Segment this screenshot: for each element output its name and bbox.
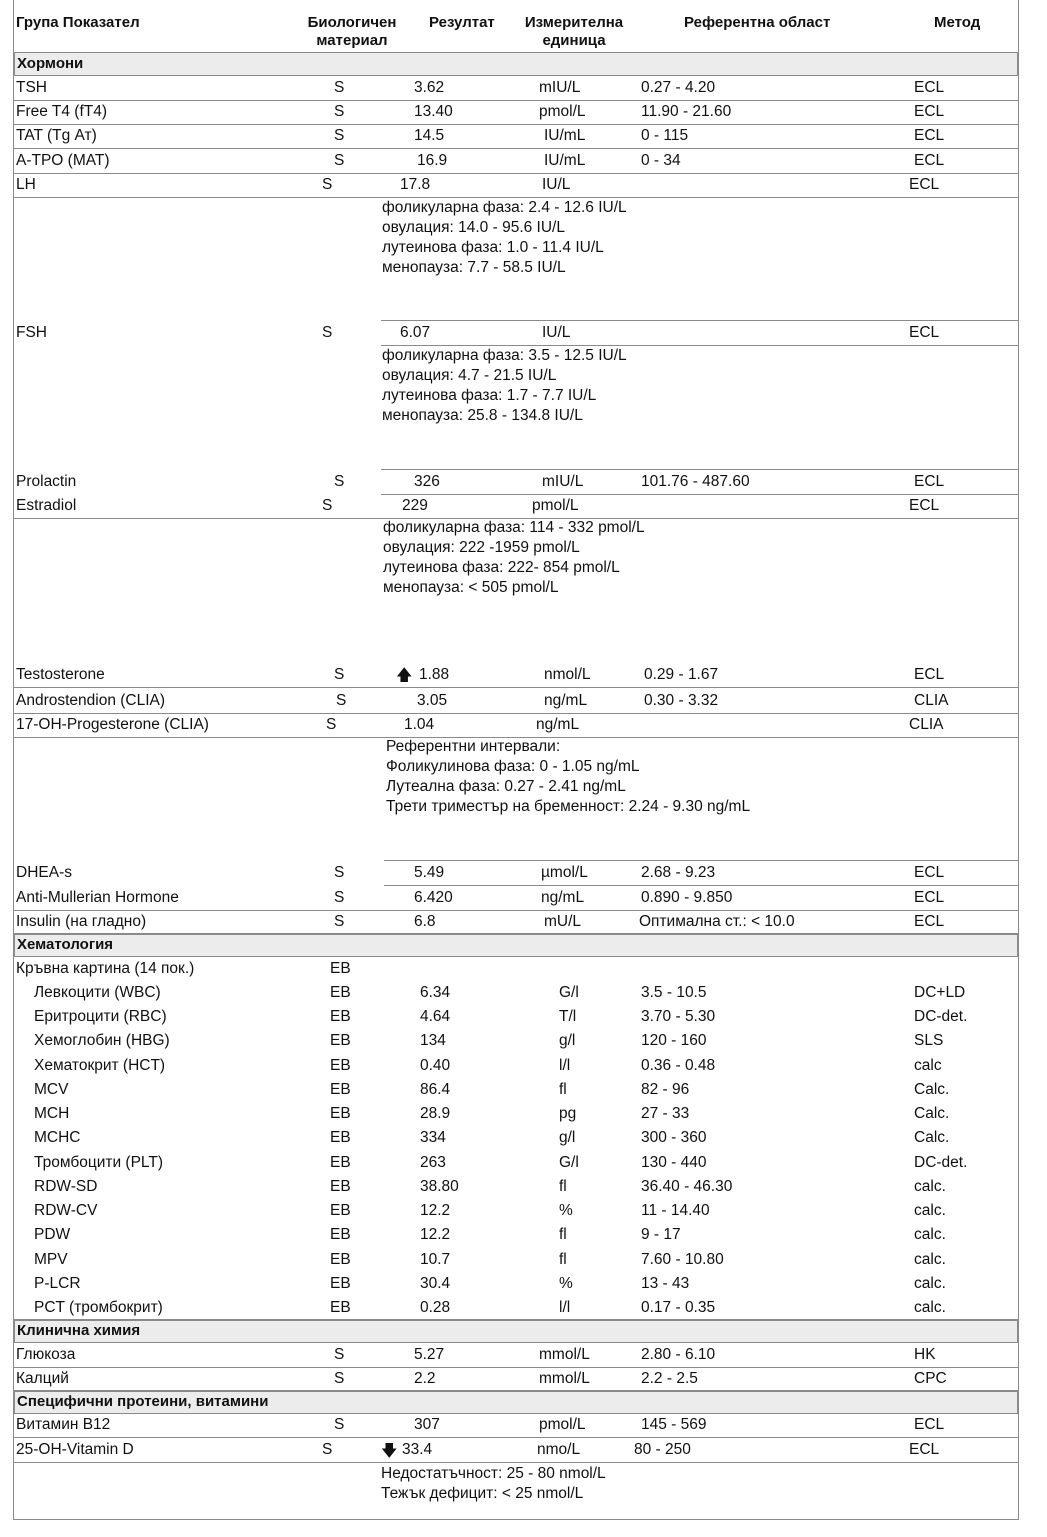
table-row-rbc (14, 1005, 1018, 1029)
cell-ref: 82 - 96 (641, 1081, 690, 1098)
cell-name: Еритроцити (RBC) (34, 1008, 167, 1025)
row-divider (14, 687, 1018, 688)
cell-result: 326 (414, 473, 440, 490)
cell-method: calc. (914, 1299, 946, 1316)
cell-material: S (326, 716, 337, 733)
note-lh: фоликуларна фаза: 2.4 - 12.6 IU/L овулация: 14.0 - 95.6 IU/L лутеинова фаза: 1.0 - 11.4 IU/L менопауза: 7.7 - 58.5 IU/L (382, 199, 627, 276)
cell-result: 0.28 (420, 1299, 451, 1316)
row-divider (14, 1519, 1018, 1520)
row-divider (14, 1391, 1018, 1392)
cell-unit: g/l (559, 1129, 576, 1146)
cell-method: DC-det. (914, 1008, 968, 1025)
cell-material: EB (330, 1057, 351, 1074)
cell-method: calc. (914, 1226, 946, 1243)
cell-method: ECL (909, 497, 940, 514)
cell-unit: nmol/L (544, 666, 591, 683)
cell-ref: 7.60 - 10.80 (641, 1251, 724, 1268)
cell-method: Calc. (914, 1081, 950, 1098)
cell-ref: 2.68 - 9.23 (641, 864, 716, 881)
cell-name: MCV (34, 1081, 69, 1098)
cell-material: EB (330, 1129, 351, 1146)
cell-material: S (334, 1370, 345, 1387)
cell-ref: Оптимална ст.: < 10.0 (639, 913, 795, 930)
cell-ref: 2.2 - 2.5 (641, 1370, 698, 1387)
cell-name: A-TPO (MAT) (16, 152, 110, 169)
cell-result: 30.4 (420, 1275, 451, 1292)
cell-result: 12.2 (420, 1202, 451, 1219)
cell-name: Хематокрит (HCT) (34, 1057, 166, 1074)
cell-method: ECL (909, 1441, 940, 1458)
cell-method: HK (914, 1346, 936, 1363)
cell-ref: 27 - 33 (641, 1105, 690, 1122)
cell-result: 28.9 (420, 1105, 451, 1122)
cell-unit: IU/L (542, 324, 571, 341)
cell-result: 12.2 (420, 1226, 451, 1243)
cell-material: EB (330, 1202, 351, 1219)
cell-name: 25-OH-Vitamin D (16, 1441, 134, 1458)
cell-name: Левкоцити (WBC) (34, 984, 161, 1001)
table-row-ft4 (14, 100, 1018, 124)
cell-method: ECL (909, 176, 940, 193)
cell-name: Estradiol (16, 497, 77, 514)
cell-unit: ng/mL (536, 716, 580, 733)
cell-method: ECL (914, 889, 945, 906)
cell-method: ECL (914, 79, 945, 96)
row-divider (381, 469, 1018, 470)
table-row-ohprog (14, 713, 1018, 737)
cell-unit: fl (559, 1178, 567, 1195)
table-row-insulin (14, 910, 1018, 934)
cell-method: SLS (914, 1032, 944, 1049)
cell-unit: ng/mL (544, 692, 588, 709)
table-row-estradiol (14, 494, 1018, 518)
cell-material: EB (330, 960, 351, 977)
cell-material: S (334, 666, 345, 683)
cell-material: S (334, 152, 345, 169)
cell-result: 6.34 (420, 984, 451, 1001)
cell-name: RDW-CV (34, 1202, 98, 1219)
cell-ref: 0 - 34 (641, 152, 681, 169)
table-row-dheas (14, 861, 1018, 885)
table-row-mcv (14, 1078, 1018, 1102)
header-reference: Референтна област (684, 14, 831, 31)
table-row-hct (14, 1054, 1018, 1078)
cell-name: LH (16, 176, 36, 193)
cell-name: Кръвна картина (14 пок.) (16, 960, 195, 977)
table-row-vitd (14, 1438, 1018, 1462)
table-row-prolactin (14, 470, 1018, 494)
cell-result: 0.40 (420, 1057, 451, 1074)
cell-material: S (334, 127, 345, 144)
table-row-mchc (14, 1126, 1018, 1150)
section-hematology: Хематология (14, 933, 1018, 957)
cell-ref: 36.40 - 46.30 (641, 1178, 733, 1195)
table-row-androstendion (14, 689, 1018, 713)
cell-result: 1.88 (419, 666, 450, 683)
header-unit: Измерителна единица (524, 14, 624, 49)
cell-name: PDW (34, 1226, 71, 1243)
cell-method: ECL (909, 324, 940, 341)
table-row-cbc (14, 957, 1018, 981)
cell-material: EB (330, 1226, 351, 1243)
cell-method: calc. (914, 1178, 946, 1195)
cell-method: ECL (914, 152, 945, 169)
table-header (14, 0, 1018, 53)
cell-ref: 3.5 - 10.5 (641, 984, 707, 1001)
cell-method: Calc. (914, 1105, 950, 1122)
cell-material: S (322, 324, 333, 341)
cell-ref: 11.90 - 21.60 (641, 103, 732, 120)
cell-unit: pg (559, 1105, 577, 1122)
cell-result: 6.8 (414, 913, 436, 930)
cell-ref: 120 - 160 (641, 1032, 707, 1049)
cell-material: S (334, 103, 345, 120)
cell-material: EB (330, 1251, 351, 1268)
cell-material: S (334, 1416, 345, 1433)
cell-unit: fl (559, 1251, 567, 1268)
cell-result: 307 (414, 1416, 440, 1433)
cell-result: 4.64 (420, 1008, 451, 1025)
cell-material: EB (330, 1032, 351, 1049)
cell-method: ECL (914, 1416, 945, 1433)
cell-method: calc. (914, 1275, 946, 1292)
row-divider (384, 860, 1018, 861)
table-row-plcr (14, 1272, 1018, 1296)
cell-material: EB (330, 1275, 351, 1292)
cell-name: MCH (34, 1105, 70, 1122)
cell-result: 2.2 (414, 1370, 436, 1387)
cell-material: EB (330, 1178, 351, 1195)
table-row-rdwsd (14, 1175, 1018, 1199)
cell-method: CLIA (914, 692, 949, 709)
cell-result: 38.80 (420, 1178, 459, 1195)
cell-ref: 11 - 14.40 (641, 1202, 710, 1219)
cell-unit: g/l (559, 1032, 576, 1049)
table-row-plt (14, 1151, 1018, 1175)
note-fsh: фоликуларна фаза: 3.5 - 12.5 IU/L овулация: 4.7 - 21.5 IU/L лутеинова фаза: 1.7 - 7.7 IU/L менопауза: 25.8 - 134.8 IU/L (382, 347, 627, 424)
cell-material: S (334, 913, 345, 930)
cell-material: S (334, 79, 345, 96)
cell-name: Тромбоцити (PLT) (34, 1154, 164, 1171)
row-divider (14, 1462, 1018, 1463)
cell-unit: µmol/L (541, 864, 588, 881)
row-divider (14, 934, 1018, 935)
table-row-mch (14, 1102, 1018, 1126)
cell-name: 17-OH-Progesterone (CLIA) (16, 716, 209, 733)
arrow-up-icon: 🡅 (396, 667, 413, 684)
cell-name: Free T4 (fT4) (16, 103, 108, 120)
row-divider (381, 320, 1018, 321)
cell-result: 33.4 (402, 1441, 433, 1458)
cell-result: 3.62 (414, 79, 445, 96)
cell-method: calc. (914, 1251, 946, 1268)
cell-name: RDW-SD (34, 1178, 98, 1195)
table-row-fsh (14, 321, 1018, 345)
section-hormones: Хормони (14, 52, 1018, 76)
cell-unit: mU/L (544, 913, 582, 930)
cell-result: 16.9 (417, 152, 448, 169)
cell-method: DC+LD (914, 984, 966, 1001)
cell-unit: T/l (559, 1008, 577, 1025)
cell-unit: % (559, 1202, 573, 1219)
cell-material: EB (330, 984, 351, 1001)
cell-unit: pmol/L (532, 497, 579, 514)
cell-name: TSH (16, 79, 47, 96)
cell-ref: 101.76 - 487.60 (641, 473, 750, 490)
cell-ref: 13 - 43 (641, 1275, 690, 1292)
cell-name: DHEA-s (16, 864, 72, 881)
table-row-wbc (14, 981, 1018, 1005)
cell-material: S (334, 889, 345, 906)
arrow-down-icon: 🡇 (381, 1443, 398, 1460)
note-ohprog: Референтни интервали: Фоликулинова фаза: 0 - 1.05 ng/mL Лутеална фаза: 0.27 - 2.41 ng/mL Трети триместър на бременност: 2.24 - 9.30 ng/mL (386, 738, 751, 815)
cell-material: EB (330, 1154, 351, 1171)
cell-result: 10.7 (420, 1251, 451, 1268)
cell-name: MCHC (34, 1129, 81, 1146)
cell-material: S (334, 864, 345, 881)
cell-material: S (322, 176, 333, 193)
cell-unit: G/l (559, 1154, 579, 1171)
cell-name: Витамин B12 (16, 1416, 111, 1433)
cell-method: ECL (914, 666, 945, 683)
cell-material: EB (330, 1105, 351, 1122)
cell-ref: 3.70 - 5.30 (641, 1008, 716, 1025)
cell-name: Insulin (на гладно) (16, 913, 147, 930)
table-row-b12 (14, 1413, 1018, 1437)
cell-result: 17.8 (400, 176, 431, 193)
cell-result: 5.49 (414, 864, 445, 881)
table-row-rdwcv (14, 1199, 1018, 1223)
cell-ref: 80 - 250 (634, 1441, 691, 1458)
cell-name: Prolactin (16, 473, 77, 490)
header-result: Резултат (429, 14, 495, 31)
cell-unit: pmol/L (539, 103, 586, 120)
cell-ref: 300 - 360 (641, 1129, 707, 1146)
cell-name: MPV (34, 1251, 68, 1268)
lab-report-table (13, 0, 1019, 1520)
cell-unit: nmo/L (537, 1441, 581, 1458)
table-row-pdw (14, 1223, 1018, 1247)
table-row-calcium (14, 1367, 1018, 1391)
cell-unit: IU/mL (544, 127, 586, 144)
cell-ref: 0.17 - 0.35 (641, 1299, 716, 1316)
cell-method: DC-det. (914, 1154, 968, 1171)
header-material: Биологичен материал (307, 14, 397, 49)
cell-unit: fl (559, 1081, 567, 1098)
cell-ref: 0.36 - 0.48 (641, 1057, 716, 1074)
cell-name: Testosterone (16, 666, 105, 683)
cell-unit: % (559, 1275, 573, 1292)
cell-name: P-LCR (34, 1275, 81, 1292)
table-row-testosterone (14, 663, 1018, 687)
cell-unit: IU/mL (544, 152, 586, 169)
table-row-tat (14, 124, 1018, 148)
cell-ref: 2.80 - 6.10 (641, 1346, 716, 1363)
cell-name: Androstendion (CLIA) (16, 692, 166, 709)
cell-result: 13.40 (414, 103, 453, 120)
table-row-atpo (14, 149, 1018, 173)
cell-method: ECL (914, 864, 945, 881)
table-row-pct (14, 1296, 1018, 1320)
cell-unit: mmol/L (539, 1346, 590, 1363)
table-row-tsh (14, 76, 1018, 100)
table-row-hbg (14, 1029, 1018, 1053)
row-divider (14, 1320, 1018, 1321)
table-row-mpv (14, 1248, 1018, 1272)
cell-unit: mIU/L (539, 79, 581, 96)
cell-method: ECL (914, 473, 945, 490)
header-group: Група Показател (16, 14, 140, 31)
cell-unit: pmol/L (539, 1416, 586, 1433)
cell-ref: 0.29 - 1.67 (644, 666, 719, 683)
cell-material: S (334, 473, 345, 490)
cell-result: 263 (420, 1154, 446, 1171)
cell-unit: mIU/L (542, 473, 584, 490)
cell-ref: 0.27 - 4.20 (641, 79, 716, 96)
cell-ref: 0 - 115 (641, 127, 689, 144)
section-chemistry: Клинична химия (14, 1319, 1018, 1343)
cell-method: calc (914, 1057, 942, 1074)
cell-result: 334 (420, 1129, 446, 1146)
cell-result: 1.04 (404, 716, 435, 733)
note-vitd: Недостатъчност: 25 - 80 nmol/L Тежък дефицит: < 25 nmol/L (381, 1465, 606, 1502)
cell-method: ECL (914, 913, 945, 930)
cell-material: S (334, 1346, 345, 1363)
cell-unit: mmol/L (539, 1370, 590, 1387)
cell-ref: 145 - 569 (641, 1416, 707, 1433)
cell-name: FSH (16, 324, 47, 341)
cell-material: S (322, 1441, 333, 1458)
cell-ref: 0.890 - 9.850 (641, 889, 733, 906)
cell-method: CLIA (909, 716, 944, 733)
cell-ref: 130 - 440 (641, 1154, 707, 1171)
note-estradiol: фоликуларна фаза: 114 - 332 pmol/L овулация: 222 -1959 pmol/L лутеинова фаза: 222- 854 pmol/L менопауза: < 505 pmol/L (383, 519, 645, 596)
table-row-amh (14, 886, 1018, 910)
cell-material: EB (330, 1081, 351, 1098)
cell-name: Anti-Mullerian Hormone (16, 889, 179, 906)
cell-method: Calc. (914, 1129, 950, 1146)
cell-method: CPC (914, 1370, 947, 1387)
cell-result: 6.420 (414, 889, 453, 906)
cell-name: Глюкоза (16, 1346, 76, 1363)
header-method: Метод (934, 14, 981, 31)
cell-method: ECL (914, 127, 945, 144)
table-row-lh (14, 173, 1018, 197)
cell-result: 5.27 (414, 1346, 445, 1363)
cell-result: 6.07 (400, 324, 431, 341)
cell-method: calc. (914, 1202, 946, 1219)
cell-name: PCT (тромбокрит) (34, 1299, 163, 1316)
table-row-glucose (14, 1343, 1018, 1367)
section-proteins: Специфични протеини, витамини (14, 1390, 1018, 1414)
cell-material: EB (330, 1008, 351, 1025)
cell-result: 3.05 (417, 692, 448, 709)
cell-unit: ng/mL (541, 889, 585, 906)
cell-name: Калций (16, 1370, 69, 1387)
cell-material: EB (330, 1299, 351, 1316)
cell-ref: 0.30 - 3.32 (644, 692, 719, 709)
cell-material: S (336, 692, 347, 709)
cell-unit: l/l (559, 1057, 571, 1074)
cell-unit: IU/L (542, 176, 571, 193)
cell-unit: fl (559, 1226, 567, 1243)
cell-result: 14.5 (414, 127, 445, 144)
cell-result: 134 (420, 1032, 446, 1049)
cell-result: 86.4 (420, 1081, 451, 1098)
cell-method: ECL (914, 103, 945, 120)
cell-name: TAT (Tg Ат) (16, 127, 97, 144)
cell-result: 229 (402, 497, 428, 514)
cell-material: S (322, 497, 333, 514)
cell-unit: l/l (559, 1299, 571, 1316)
cell-name: Хемоглобин (HBG) (34, 1032, 170, 1049)
cell-ref: 9 - 17 (641, 1226, 681, 1243)
cell-unit: G/l (559, 984, 579, 1001)
